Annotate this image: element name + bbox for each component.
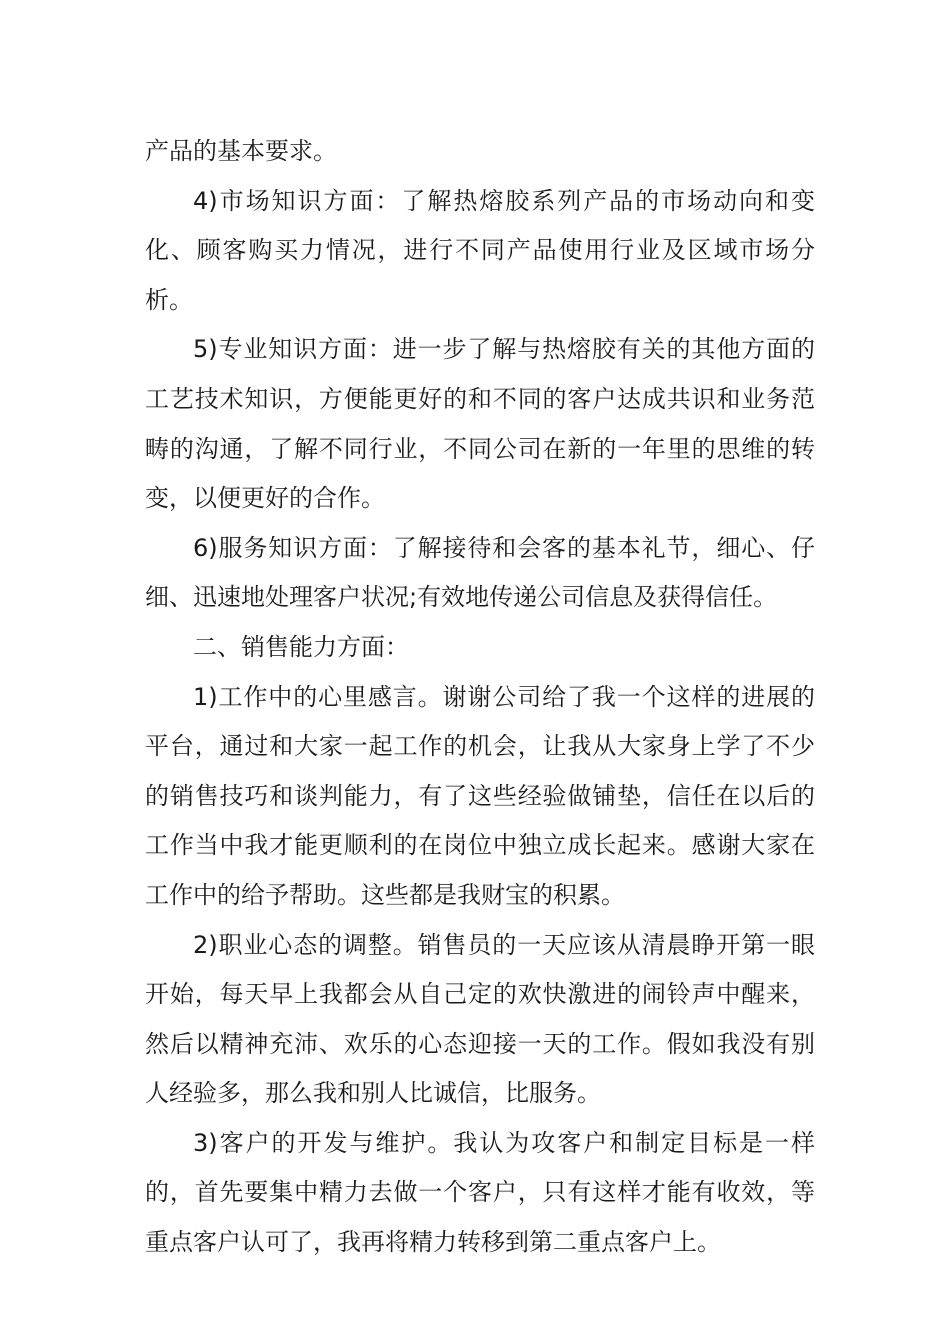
paragraph-service-knowledge: 6)服务知识方面：了解接待和会客的基本礼节，细心、仔细、迅速地处理客户状况;有效地传递公司信息及获得信任。 (145, 533, 815, 612)
paragraph-client-development: 3)客户的开发与维护。我认为攻客户和制定目标是一样的，首先要集中精力去做一个客户，只有这样才能有收效，等重点客户认可了，我再将精力转移到第二重点客户上。 (145, 1128, 815, 1257)
paragraph-market-knowledge: 4)市场知识方面：了解热熔胶系列产品的市场动向和变化、顾客购买力情况，进行不同产品使用行业及区域市场分析。 (145, 186, 815, 314)
paragraph-continuation: 产品的基本要求。 (145, 137, 337, 165)
paragraph-work-reflections: 1)工作中的心里感言。谢谢公司给了我一个这样的进展的平台，通过和大家一起工作的机会，让我从大家身上学了不少的销售技巧和谈判能力，有了这些经验做铺垫，信任在以后的工作当中我才能更顺利的在岗位中独立成长起来。感谢大家在工作中的给予帮助。这些都是我财宝的积累。 (145, 682, 815, 909)
document-body (145, 127, 815, 1268)
paragraph-professional-knowledge: 5)专业知识方面：进一步了解与热熔胶有关的其他方面的工艺技术知识，方便能更好的和不同的客户达成共识和业务范畴的沟通，了解不同行业，不同公司在新的一年里的思维的转变，以便更好的合作。 (145, 335, 815, 513)
paragraph-professional-mindset: 2)职业心态的调整。销售员的一天应该从清晨睁开第一眼开始，每天早上我都会从自己定的欢快激进的闹铃声中醒来，然后以精神充沛、欢乐的心态迎接一天的工作。假如我没有别人经验多，那么我和别人比诚信，比服务。 (145, 930, 815, 1108)
section-heading-sales-ability: 二、销售能力方面： (193, 632, 409, 661)
